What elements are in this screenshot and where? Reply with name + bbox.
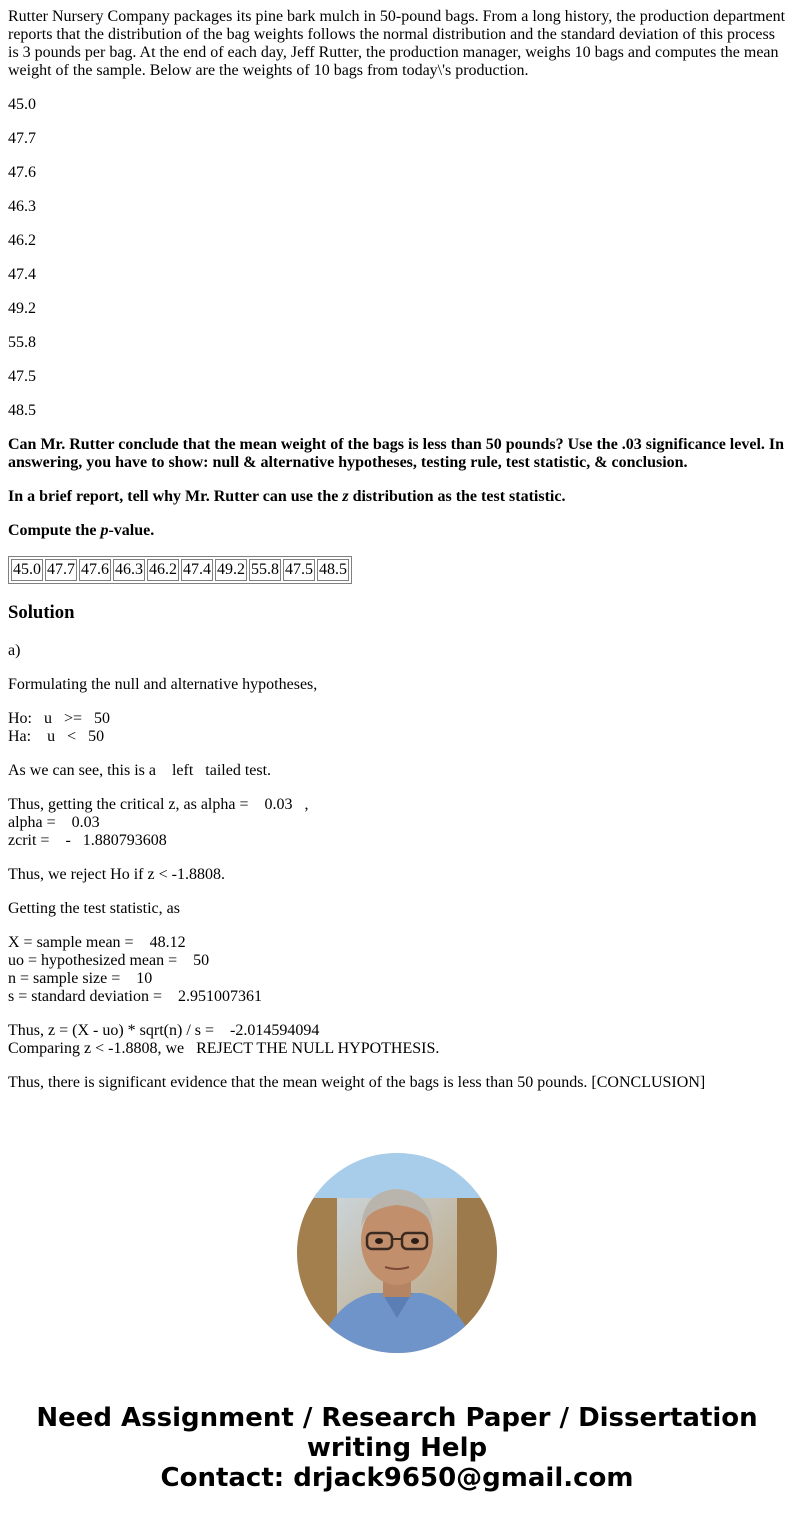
table-row (11, 559, 349, 581)
conclusion: Thus, there is significant evidence that the mean weight of the bags is less than 50 pounds. [CONCLUSION] (8, 1074, 706, 1091)
sample-mean-line: X = sample mean = 48.12 (8, 934, 186, 951)
prompt-text: Compute the (8, 522, 101, 539)
table-cell: 47.7 (45, 559, 77, 581)
footer-line: writing Help (306, 1433, 488, 1463)
statistics-block (8, 934, 786, 1006)
solution-heading: Solution (8, 602, 75, 623)
z-statistic-line: Thus, z = (X - uo) * sqrt(n) / s = -2.014594094 (8, 1022, 320, 1039)
table-cell: 47.5 (283, 559, 315, 581)
null-hypothesis: Ho: u >= 50 (8, 710, 111, 727)
rejection-rule: Thus, we reject Ho if z < -1.8808. (8, 866, 225, 883)
decision-line: Comparing z < -1.8808, we REJECT THE NULL HYPOTHESIS. (8, 1040, 440, 1057)
weight-item: 48.5 (8, 402, 36, 419)
prompt-text: distribution as the test statistic. (348, 488, 566, 505)
prompt-italic: p (100, 522, 109, 539)
weight-item: 49.2 (8, 300, 36, 317)
alpha-line: alpha = 0.03 (8, 814, 100, 831)
weight-item: 47.5 (8, 368, 36, 385)
table-cell: 46.2 (147, 559, 179, 581)
table-cell: 46.3 (113, 559, 145, 581)
footer-line: Need Assignment / Research Paper / Dissertation (36, 1403, 758, 1433)
document-body (8, 8, 786, 1108)
critical-value-block (8, 796, 786, 850)
author-photo (297, 1153, 497, 1353)
footer-contact-email: Contact: drjack9650@gmail.com (160, 1463, 634, 1493)
prompt-italic: z (342, 488, 349, 505)
weight-item: 47.6 (8, 164, 36, 181)
hypothesized-mean-line: uo = hypothesized mean = 50 (8, 952, 210, 969)
prompt-text: In a brief report, tell why Mr. Rutter can use the (8, 488, 343, 505)
solution-formulating: Formulating the null and alternative hypotheses, (8, 676, 318, 693)
hypotheses-block (8, 710, 786, 746)
weights-table (8, 556, 352, 584)
zcrit-line: zcrit = - 1.880793608 (8, 832, 167, 849)
question-prompt-hypothesis: Can Mr. Rutter conclude that the mean weight of the bags is less than 50 pounds? Use the .03 significance level. In answering, you have to show: null & alternative hypotheses, testing rule, test statistic, & conclusion. (8, 436, 785, 471)
tail-statement: As we can see, this is a left tailed test. (8, 762, 272, 779)
author-avatar (297, 1153, 497, 1353)
prompt-text: -value. (108, 522, 155, 539)
table-cell: 48.5 (317, 559, 349, 581)
alternative-hypothesis: Ha: u < 50 (8, 728, 105, 745)
weight-item: 46.3 (8, 198, 36, 215)
weight-item: 46.2 (8, 232, 36, 249)
question-prompt-p-value (8, 522, 786, 540)
z-result-block (8, 1022, 786, 1058)
weight-item: 47.4 (8, 266, 36, 283)
table-cell: 47.4 (181, 559, 213, 581)
weight-item: 45.0 (8, 96, 36, 113)
table-cell: 45.0 (11, 559, 43, 581)
standard-deviation-line: s = standard deviation = 2.951007361 (8, 988, 263, 1005)
question-intro: Rutter Nursery Company packages its pine bark mulch in 50-pound bags. From a long history, the production department reports that the distribution of the bag weights follows the normal distribution and the standard deviation of this process is 3 pounds per bag. At the end of each day, Jeff Rutter, the production manager, weighs 10 bags and computes the mean weight of the sample. Below are the weights of 10 bags from today\'s production. (8, 8, 786, 79)
footer-contact (0, 1403, 794, 1493)
table-cell: 47.6 (79, 559, 111, 581)
question-prompt-z-report (8, 488, 786, 506)
solution-part-label: a) (8, 642, 21, 659)
test-statistic-intro: Getting the test statistic, as (8, 900, 180, 917)
table-cell: 55.8 (249, 559, 281, 581)
weight-item: 55.8 (8, 334, 36, 351)
critical-z-line: Thus, getting the critical z, as alpha = 0.03 , (8, 796, 309, 813)
sample-size-line: n = sample size = 10 (8, 970, 153, 987)
weight-item: 47.7 (8, 130, 36, 147)
table-cell: 49.2 (215, 559, 247, 581)
